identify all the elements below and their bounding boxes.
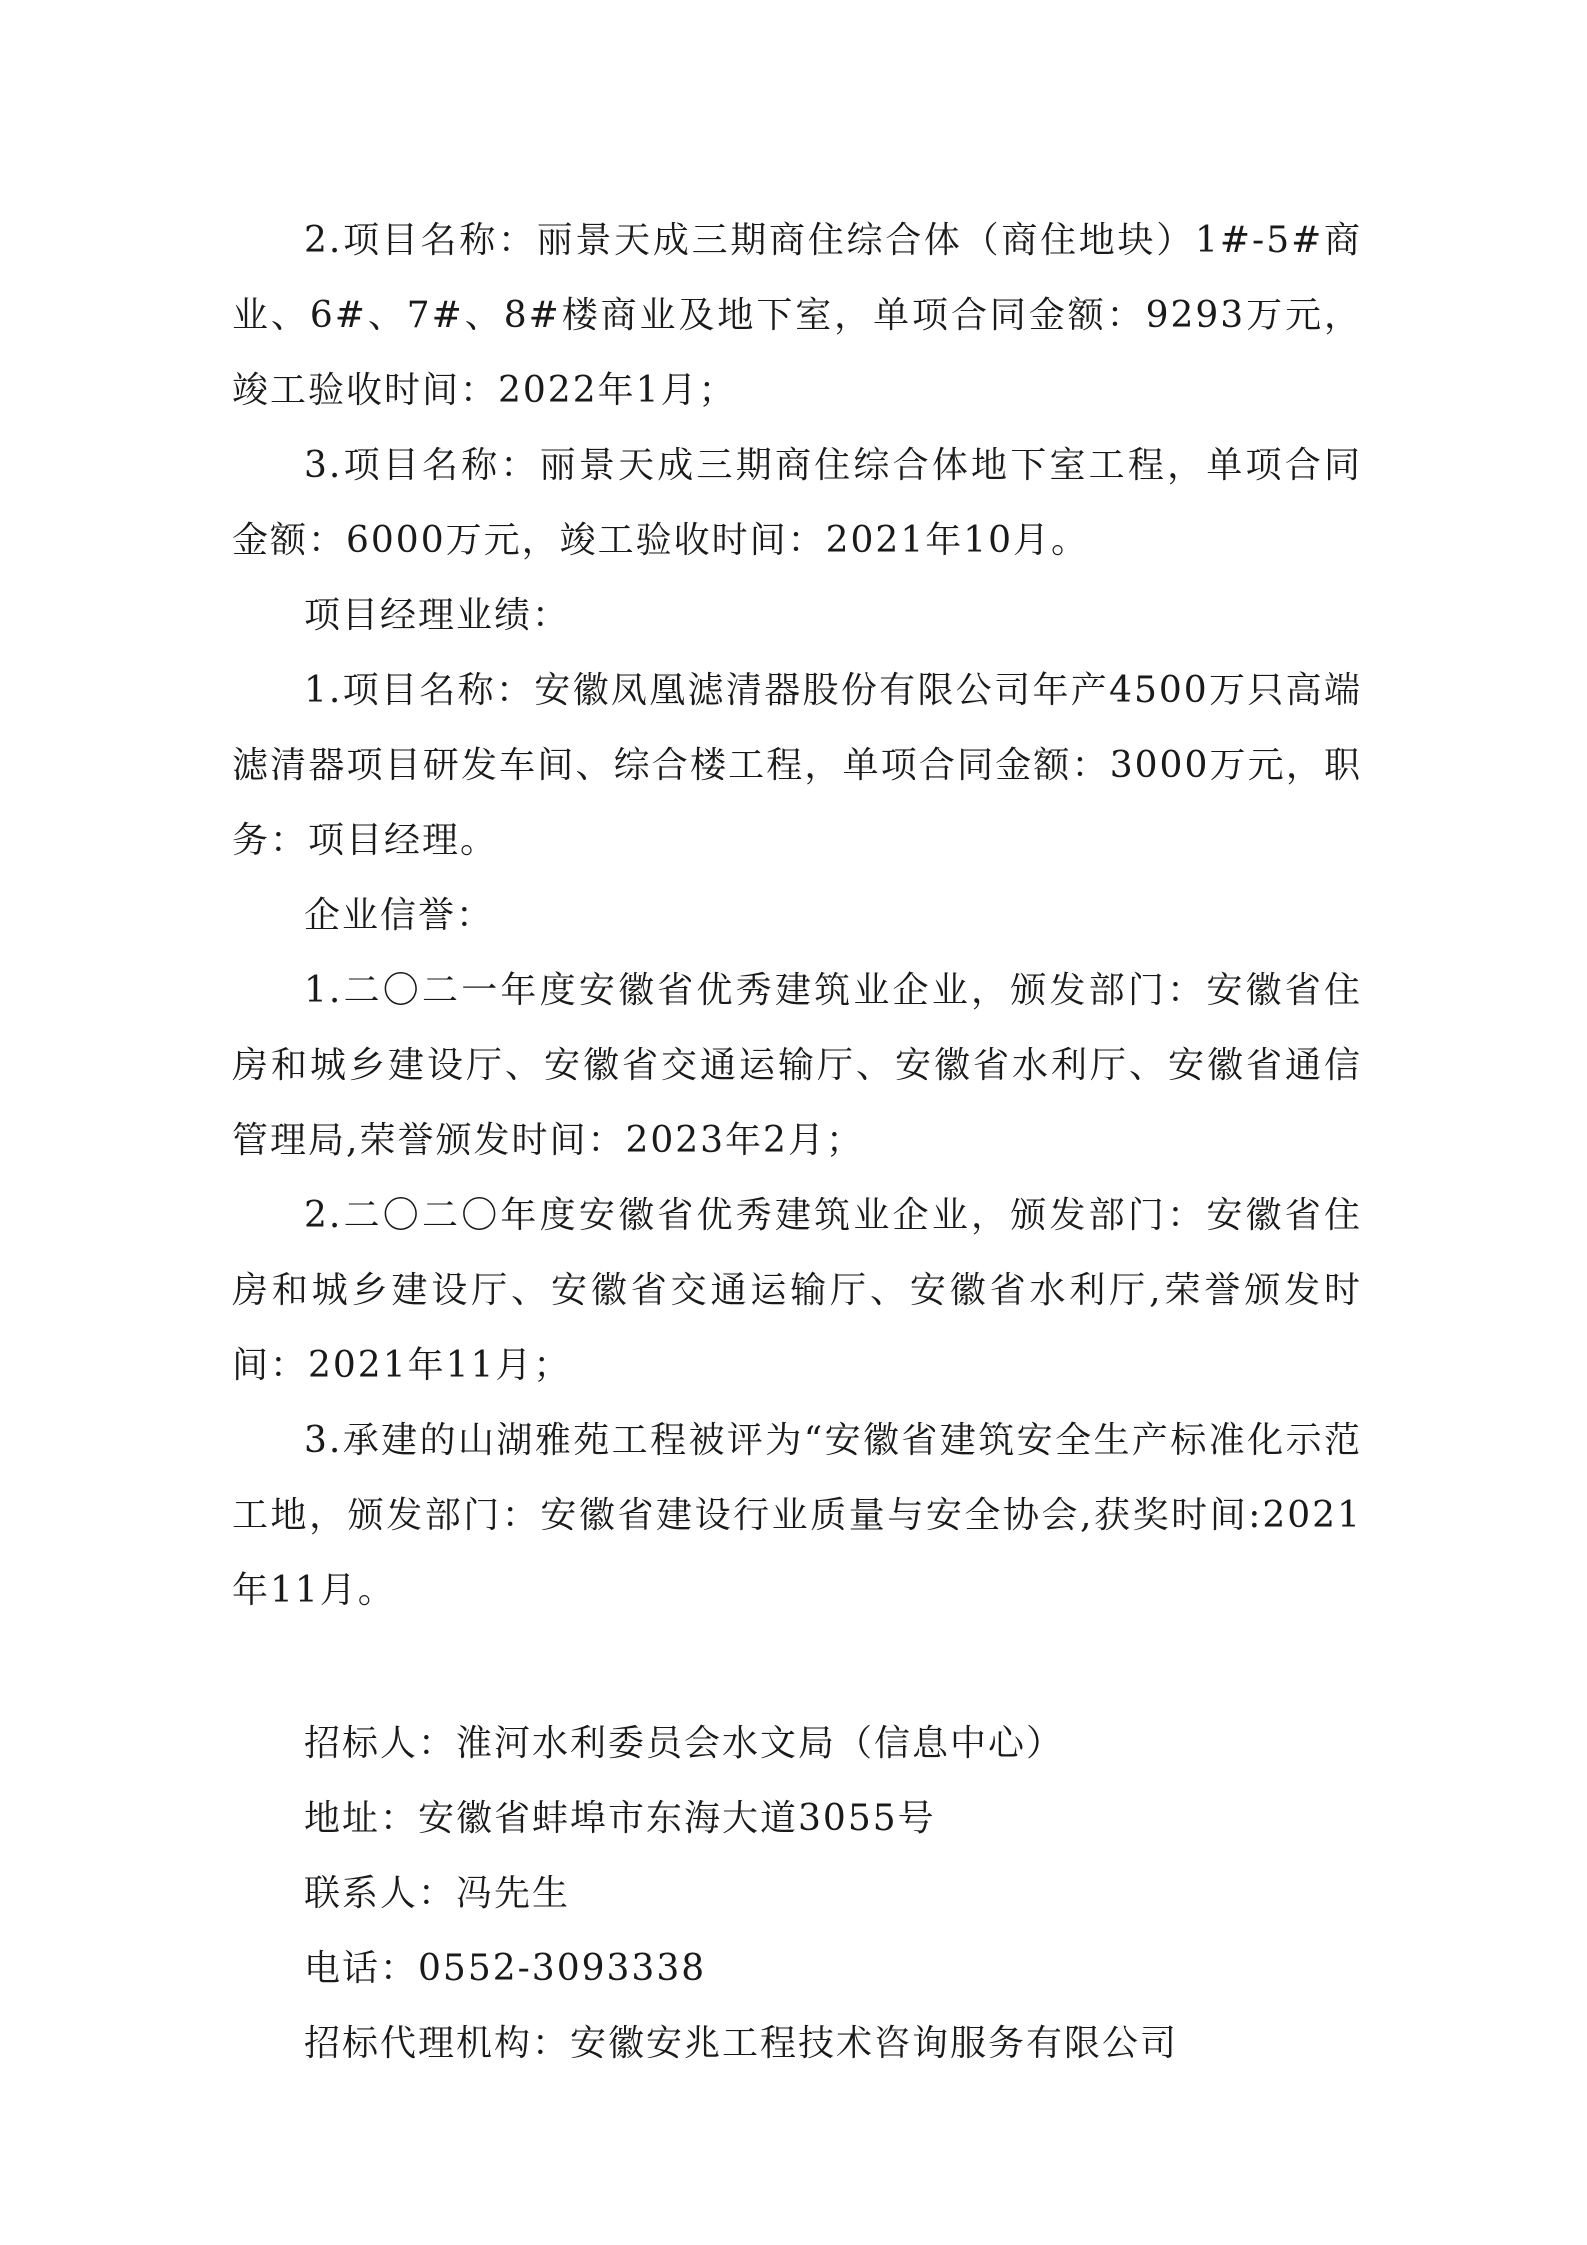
phone-value: 0552-3093338 <box>418 1948 707 1989</box>
contact-person-label: 联系人： <box>304 1873 457 1914</box>
performance-item-3: 3.项目名称：丽景天成三期商住综合体地下室工程，单项合同金额：6000万元，竣工验收时间：2021年10月。 <box>232 445 1362 561</box>
performance-item-2: 2.项目名称：丽景天成三期商住综合体（商住地块）1#-5#商业、6#、7#、8#楼商业及地下室，单项合同金额：9293万元，竣工验收时间：2022年1月； <box>232 220 1362 411</box>
agency-value: 安徽安兆工程技术咨询服务有限公司 <box>570 2023 1179 2064</box>
address-value: 安徽省蚌埠市东海大道3055号 <box>418 1798 936 1839</box>
contact-person-line <box>232 1856 1362 1931</box>
section-spacer <box>232 1628 1362 1706</box>
document-body <box>232 203 1362 2081</box>
agency-line <box>232 2006 1362 2081</box>
credit-item-2: 2.二〇二〇年度安徽省优秀建筑业企业，颁发部门：安徽省住房和城乡建设厅、安徽省交通运输厅、安徽省水利厅,荣誉颁发时间：2021年11月； <box>232 1195 1362 1386</box>
credit-item-3: 3.承建的山湖雅苑工程被评为“安徽省建筑安全生产标准化示范工地，颁发部门：安徽省建设行业质量与安全协会,获奖时间:2021年11月。 <box>232 1420 1362 1611</box>
address-line <box>232 1781 1362 1856</box>
contact-person-value: 冯先生 <box>456 1873 571 1914</box>
address-label: 地址： <box>304 1798 419 1839</box>
manager-performance-item-1: 1.项目名称：安徽凤凰滤清器股份有限公司年产4500万只高端滤清器项目研发车间、综合楼工程，单项合同金额：3000万元，职务：项目经理。 <box>232 670 1362 861</box>
phone-label: 电话： <box>304 1948 419 1989</box>
tenderer-line <box>232 1706 1362 1781</box>
credit-item-1: 1.二〇二一年度安徽省优秀建筑业企业，颁发部门：安徽省住房和城乡建设厅、安徽省交通运输厅、安徽省水利厅、安徽省通信管理局,荣誉颁发时间：2023年2月； <box>232 970 1362 1161</box>
tenderer-label: 招标人： <box>304 1723 457 1764</box>
credit-heading: 企业信誉： <box>304 895 495 936</box>
tenderer-value: 淮河水利委员会水文局（信息中心） <box>456 1723 1065 1764</box>
agency-label: 招标代理机构： <box>304 2023 571 2064</box>
phone-line <box>232 1931 1362 2006</box>
manager-performance-heading: 项目经理业绩： <box>304 595 571 636</box>
